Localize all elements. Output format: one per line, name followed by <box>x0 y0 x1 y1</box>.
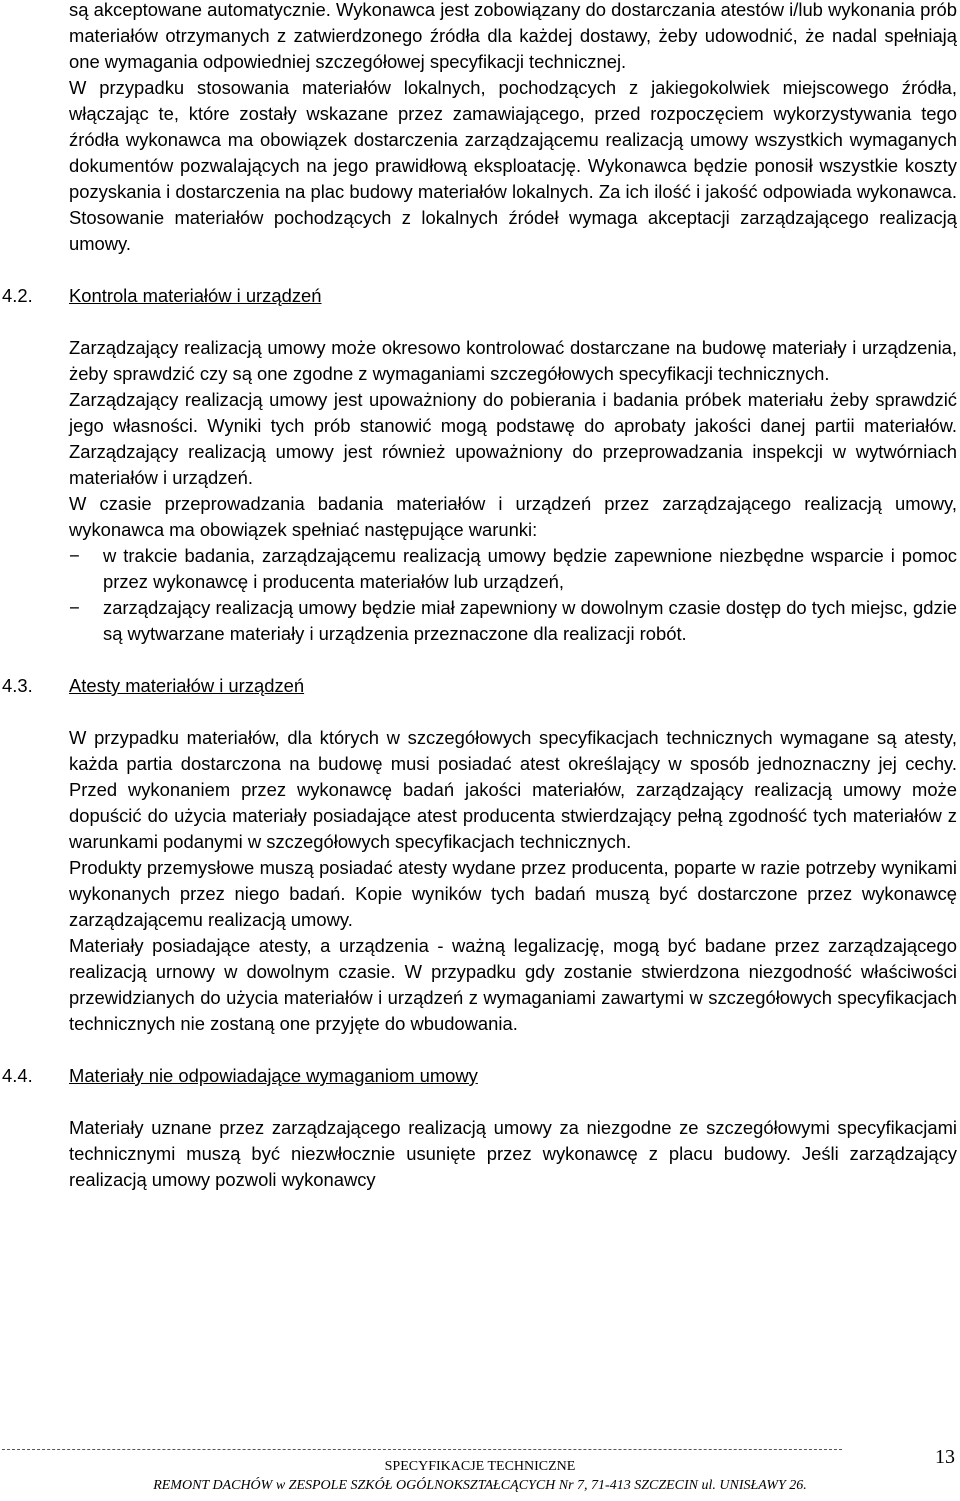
section-number: 4.3. <box>2 675 33 696</box>
section-4-4-heading <box>2 1063 957 1089</box>
section-4-3-paragraph-1: W przypadku materiałów, dla których w szczegółowych specyfikacjach technicznych wymagane są atesty, każda partia dostarczona na budowę musi posiadać atest określający w sposób jednoznaczny jej cechy. Przed wykonaniem przez wykonawcę badań jakości materiałów, zarządzający realizacją umowy może dopuścić do użycia materiały posiadające atest producenta stwierdzający pełną zgodność tych materiałów z warunkami podanymi w szczegółowych specyfikacjach technicznych. <box>69 727 957 852</box>
intro-paragraph-1: są akceptowane automatycznie. Wykonawca jest zobowiązany do dostarczania atestów i/lub wykonania prób materiałów otrzymanych z zatwierdzonego źródła dla każdej dostawy, żeby udowodnić, że nadal spełniają one wymagania odpowiedniej szczegółowej specyfikacji technicznej. <box>69 0 957 72</box>
section-title: Kontrola materiałów i urządzeń <box>69 285 322 306</box>
section-4-2-heading <box>2 283 957 309</box>
list-item <box>69 595 957 647</box>
list-item-text: zarządzający realizacją umowy będzie miał zapewniony w dowolnym czasie dostęp do tych miejsc, gdzie są wytwarzane materiały i urządzenia przeznaczone dla realizacji robót. <box>103 597 957 644</box>
footer-document-title: SPECYFIKACJE TECHNICZNE <box>384 1459 576 1474</box>
section-4-2-paragraph-1: Zarządzający realizacją umowy może okresowo kontrolować dostarczane na budowę materiały i urządzenia, żeby sprawdzić czy są one zgodne z wymaganiami szczegółowych specyfikacji technicznych. <box>69 337 957 384</box>
section-4-2-paragraph-3: W czasie przeprowadzania badania materiałów i urządzeń przez zarządzającego realizacją umowy, wykonawca ma obowiązek spełniać następujące warunki: <box>69 493 957 540</box>
section-title: Atesty materiałów i urządzeń <box>69 675 305 696</box>
section-number: 4.2. <box>2 285 33 306</box>
bullet-dash: − <box>69 545 80 566</box>
section-4-4-paragraph-1: Materiały uznane przez zarządzającego realizacją umowy za niezgodne ze szczegółowymi specyfikacjami technicznymi muszą być niezwłocznie usunięte przez wykonawcę z placu budowy. Jeśli zarządzający realizacją umowy pozwoli wykonawcy <box>69 1117 957 1190</box>
list-item-text: w trakcie badania, zarządzającemu realizacją umowy będzie zapewnione niezbędne wsparcie i pomoc przez wykonawcę i producenta materiałów lub urządzeń, <box>103 545 957 592</box>
intro-paragraph-2: W przypadku stosowania materiałów lokalnych, pochodzących z jakiegokolwiek miejscowego źródła, włączając te, które zostały wskazane przez zamawiającego, przed rozpoczęciem wykorzystywania tego źródła wykonawca ma obowiązek dostarczenia zarządzającemu realizacją umowy wszystkich wymaganych dokumentów pozwalających na jego prawidłową eksploatację. Wykonawca będzie ponosił wszystkie koszty pozyskania i dostarczenia na plac budowy materiałów lokalnych. Za ich ilość i jakość odpowiada wykonawca. Stosowanie materiałów pochodzących z lokalnych źródeł wymaga akceptacji zarządzającego realizacją umowy. <box>69 77 957 254</box>
page-number: 13 <box>935 1446 955 1468</box>
page-content <box>2 0 957 1193</box>
bullet-dash: − <box>69 597 80 618</box>
footer-project-name: REMONT DACHÓW w ZESPOLE SZKÓŁ OGÓLNOKSZTAŁCĄCYCH Nr 7, 71-413 SZCZECIN ul. UNISŁAWY 26. <box>153 1478 807 1493</box>
footer-divider <box>2 1449 842 1450</box>
conditions-list <box>69 543 957 647</box>
list-item <box>69 543 957 595</box>
section-4-3-paragraph-2: Produkty przemysłowe muszą posiadać atesty wydane przez producenta, poparte w razie potrzeby wynikami wykonanych przez niego badań. Kopie wyników tych badań muszą być dostarczone przez wykonawcę zarządzającemu realizacją umowy. <box>69 857 957 930</box>
section-title: Materiały nie odpowiadające wymaganiom umowy <box>69 1065 478 1086</box>
section-4-3-paragraph-3: Materiały posiadające atesty, a urządzenia - ważną legalizację, mogą być badane przez zarządzającego realizacją urnowy w dowolnym czasie. W przypadku gdy zostanie stwierdzona niezgodność właściwości przewidzianych do użycia materiałów i urządzeń z wymaganiami zawartymi w szczegółowych specyfikacjach technicznych nie zostaną one przyjęte do wbudowania. <box>69 935 957 1034</box>
section-4-3-heading <box>2 673 957 699</box>
section-number: 4.4. <box>2 1065 33 1086</box>
section-4-2-paragraph-2: Zarządzający realizacją umowy jest upoważniony do pobierania i badania próbek materiału żeby sprawdzić jego własności. Wyniki tych prób stanowić mogą podstawę do aprobaty jakości danej partii materiałów. Zarządzający realizacją umowy jest również upoważniony do przeprowadzania inspekcji w wytwórniach materiałów i urządzeń. <box>69 389 957 488</box>
